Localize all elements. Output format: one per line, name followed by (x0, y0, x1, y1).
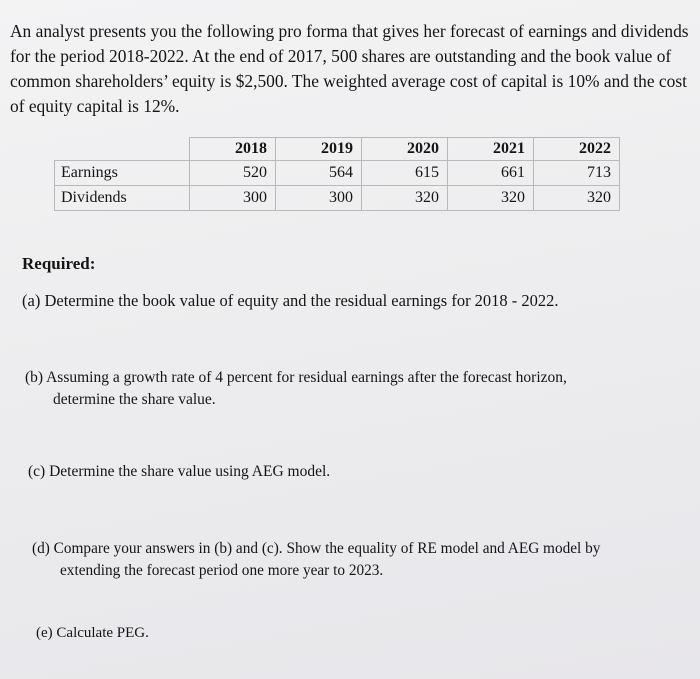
table-corner-cell (55, 138, 190, 161)
question-text: Determine the share value using AEG model. (49, 463, 331, 480)
year-header: 2020 (362, 138, 448, 161)
table-cell: 320 (362, 186, 448, 211)
table-row-dividends (55, 186, 620, 211)
question-text-line-1: Compare your answers in (b) and (c). Show the equality of RE model and AEG model by (53, 540, 601, 557)
table-row-earnings (55, 161, 620, 186)
table-cell: 564 (276, 161, 362, 186)
question-marker: (b) (25, 369, 44, 386)
table-cell: 615 (362, 161, 448, 186)
year-header: 2018 (190, 138, 276, 161)
year-header: 2022 (534, 138, 620, 161)
table-cell: 320 (448, 186, 534, 211)
table-cell: 661 (448, 161, 534, 186)
question-c (28, 461, 330, 483)
table-cell: 320 (534, 186, 620, 211)
table-header-row (55, 138, 620, 161)
question-marker: (c) (28, 463, 46, 480)
question-a (22, 290, 559, 312)
question-text-line-2: determine the share value. (53, 391, 216, 408)
question-text-line-1: Assuming a growth rate of 4 percent for residual earnings after the forecast horizon, (46, 369, 567, 386)
question-marker: (d) (32, 540, 50, 557)
table-cell: 300 (190, 186, 276, 211)
question-e (36, 622, 149, 644)
intro-paragraph: An analyst presents you the following pro forma that gives her forecast of earnings and dividends for the period 2018-2022. At the end of 2017, 500 shares are outstanding and the book value of common shareholders’ equity is $2,500. The weighted average cost of capital is 10% and the cost of equity capital is 12%. (10, 21, 689, 116)
row-label: Earnings (55, 161, 190, 186)
pro-forma-table (54, 137, 620, 211)
table-cell: 713 (534, 161, 620, 186)
question-b (25, 367, 665, 411)
year-header: 2019 (276, 138, 362, 161)
table-cell: 520 (190, 161, 276, 186)
table-cell: 300 (276, 186, 362, 211)
question-marker: (e) (36, 625, 53, 641)
required-heading: Required: (22, 254, 96, 273)
question-marker: (a) (22, 291, 41, 310)
question-d (32, 538, 682, 582)
question-text: Calculate PEG. (56, 625, 149, 641)
question-text: Determine the book value of equity and the residual earnings for 2018 - 2022. (44, 291, 559, 310)
row-label: Dividends (55, 186, 190, 211)
question-text-line-2: extending the forecast period one more year to 2023. (60, 562, 384, 579)
year-header: 2021 (448, 138, 534, 161)
